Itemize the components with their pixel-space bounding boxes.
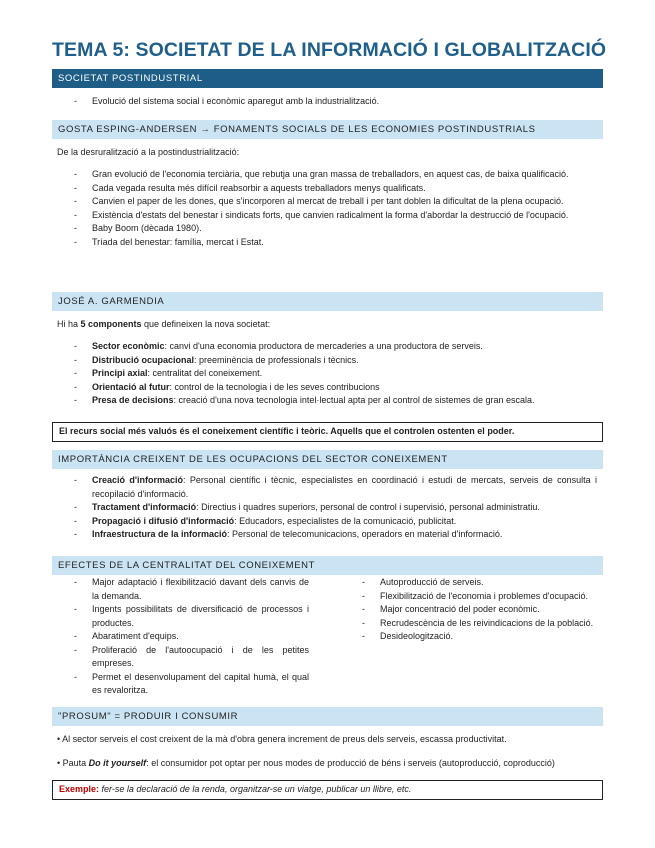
occupations-list (74, 474, 597, 542)
list-item: - Tríada del benestar: família, mercat i Estat. (74, 236, 597, 250)
list-item: - Existència d'estats del benestar i sindicats forts, que canvien radicalment la forma d'abordar la destrucció de l'ocupació. (74, 209, 597, 223)
example-label: Exemple: (59, 784, 100, 794)
list-item: - Baby Boom (dècada 1980). (74, 222, 597, 236)
list-item: - Recrudescència de les reivindicacions de la població. (362, 617, 597, 631)
effects-list-left (74, 576, 309, 698)
list-item: - Autoproducció de serveis. (362, 576, 597, 590)
list-item: - Permet el desenvolupament del capital humà, el qual es revaloritza. (74, 671, 309, 698)
list-item: - Tractament d'informació: Directius i quadres superiors, personal de control i supervisió, personal administratiu. (74, 501, 597, 515)
list-item: - Distribució ocupacional: preeminència de professionals i tècnics. (74, 354, 603, 368)
list-item: - Ingents possibilitats de diversificació de processos i productes. (74, 603, 309, 630)
key-statement-box: El recurs social més valuós és el coneixement científic i teòric. Aquells que el controlen ostenten el poder. (52, 422, 603, 442)
example-box (52, 780, 603, 800)
postindustrial-list (74, 95, 603, 109)
list-item: - Evolució del sistema social i econòmic aparegut amb la industrialització. (74, 95, 603, 109)
list-item: - Major adaptació i flexibilització davant dels canvis de la demanda. (74, 576, 309, 603)
section-header-knowledge-effects: EFECTES DE LA CENTRALITAT DEL CONEIXEMENT (52, 556, 603, 575)
section-header-knowledge-occupations: IMPORTÀNCIA CREIXENT DE LES OCUPACIONS DEL SECTOR CONEIXEMENT (52, 450, 603, 469)
section-header-prosum: "PROSUM" = PRODUIR I CONSUMIR (52, 707, 603, 726)
list-item: - Principi axial: centralitat del coneixement. (74, 367, 603, 381)
effects-list-right (362, 576, 597, 644)
prosum-paragraph-1: • Al sector serveis el cost creixent de la mà d'obra genera increment de preus dels serveis, escassa productivitat. (57, 734, 507, 744)
garmendia-intro: Hi ha 5 components que defineixen la nova societat: (57, 319, 271, 329)
example-text: fer-se la declaració de la renda, organitzar-se un viatge, publicar un llibre, etc. (99, 784, 412, 794)
list-item: - Propagació i difusió d'informació: Educadors, especialistes de la comunicació, publicitat. (74, 515, 597, 529)
list-item: - Presa de decisions: creació d'una nova tecnologia intel·lectual apta per al control de sistemes de gran escala. (74, 394, 603, 408)
esping-list (74, 168, 597, 249)
list-item: - Gran evolució de l'economia terciària, que rebutja una gran massa de treballadors, en aquest cas, de baixa qualificació. (74, 168, 597, 182)
page-title: TEMA 5: SOCIETAT DE LA INFORMACIÓ I GLOBALITZACIÓ (52, 39, 607, 61)
list-item: - Abaratiment d'equips. (74, 630, 309, 644)
esping-intro: De la desruralització a la postindustrialització: (57, 147, 240, 157)
section-header-postindustrial: SOCIETAT POSTINDUSTRIAL (52, 69, 603, 88)
list-item: - Infraestructura de la informació: Personal de telecomunicacions, operadors en material d'informació. (74, 528, 597, 542)
list-item: - Major concentració del poder econòmic. (362, 603, 597, 617)
list-item: - Canvien el paper de les dones, que s'incorporen al mercat de treball i per tant doblen la dificultat de la plena ocupació. (74, 195, 597, 209)
garmendia-list (74, 340, 603, 408)
section-header-garmendia: JOSÉ A. GARMENDIA (52, 292, 603, 311)
list-item: - Creació d'informació: Personal científic i tècnic, especialistes en coordinació i estudi de mercats, serveis de consulta i recopilació d'informació. (74, 474, 597, 501)
list-item: - Desideologització. (362, 630, 597, 644)
list-item: - Sector econòmic: canvi d'una economia productora de mercaderies a una productora de serveis. (74, 340, 603, 354)
section-header-esping-andersen: GOSTA ESPING-ANDERSEN → FONAMENTS SOCIALS DE LES ECONOMIES POSTINDUSTRIALS (52, 120, 603, 139)
list-item: - Proliferació de l'autoocupació i de les petites empreses. (74, 644, 309, 671)
list-item: - Orientació al futur: control de la tecnologia i de les seves contribucions (74, 381, 603, 395)
list-item: - Flexibilització de l'economia i problemes d'ocupació. (362, 590, 597, 604)
list-item: - Cada vegada resulta més difícil reabsorbir a aquests treballadors menys qualificats. (74, 182, 597, 196)
prosum-paragraph-2: • Pauta Do it yourself: el consumidor pot optar per nous modes de producció de béns i serveis (autoproducció, coproducció) (57, 758, 555, 768)
